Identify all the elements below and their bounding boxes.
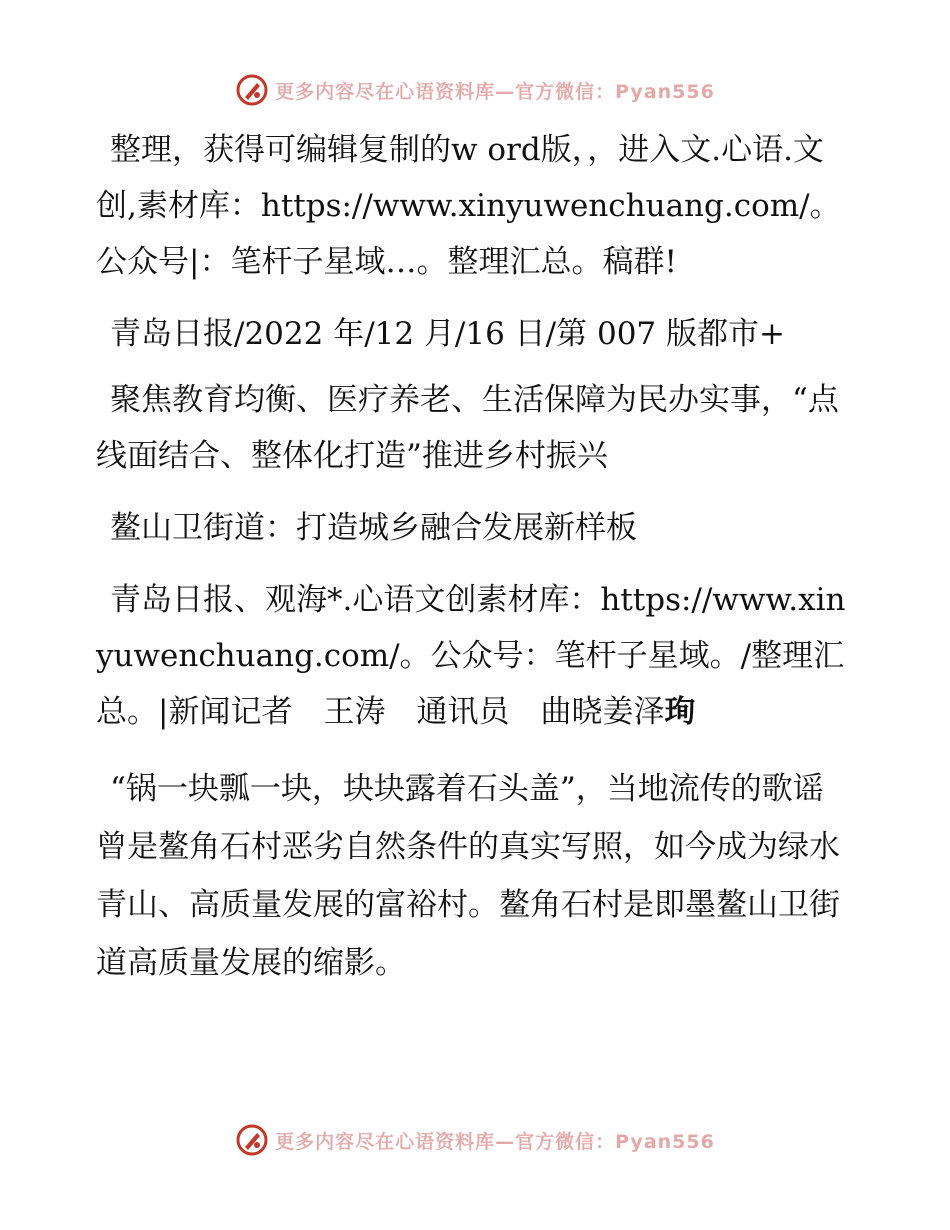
pen-nib-circle-icon	[235, 1123, 269, 1157]
pen-nib-circle-icon	[235, 73, 269, 107]
footer-banner-text: 更多内容尽在心语资料库—官方微信：Pyan556	[275, 1130, 715, 1153]
article-title: 鳌山卫街道：打造城乡融合发展新样板	[110, 510, 637, 546]
header-banner	[0, 70, 950, 110]
source-line: 青岛日报/2022 年/12 月/16 日/第 007 版都市+	[110, 316, 785, 352]
footer-banner	[0, 1120, 950, 1160]
article-subtitle: 聚焦教育均衡、医疗养老、生活保障为民办实事，“点线面结合、整体化打造”推进乡村振兴	[96, 382, 839, 474]
byline-main: 青岛日报、观海*.心语文创素材库：https://www.xinyuwenchuang.com/。公众号：笔杆子星域。/整理汇总。|新闻记者 王涛 通讯员 曲晓姜泽	[96, 582, 846, 730]
header-banner-text: 更多内容尽在心语资料库—官方微信：Pyan556	[275, 80, 715, 103]
intro-paragraph: 整理，获得可编辑复制的w ord版，，进入文.心语.文创,素材库：https://www.xinyuwenchuang.com/。公众号|：笔杆子星域…。整理汇总。稿群!	[96, 132, 841, 280]
byline-last-char: 珣	[664, 694, 696, 730]
body-paragraph: “锅一块瓢一块，块块露着石头盖”，当地流传的歌谣曾是鳌角石村恶劣自然条件的真实写照，如今成为绿水青山、高质量发展的富裕村。鳌角石村是即墨鳌山卫街道高质量发展的缩影。	[96, 771, 840, 981]
document-body	[96, 122, 850, 992]
byline	[96, 572, 850, 740]
